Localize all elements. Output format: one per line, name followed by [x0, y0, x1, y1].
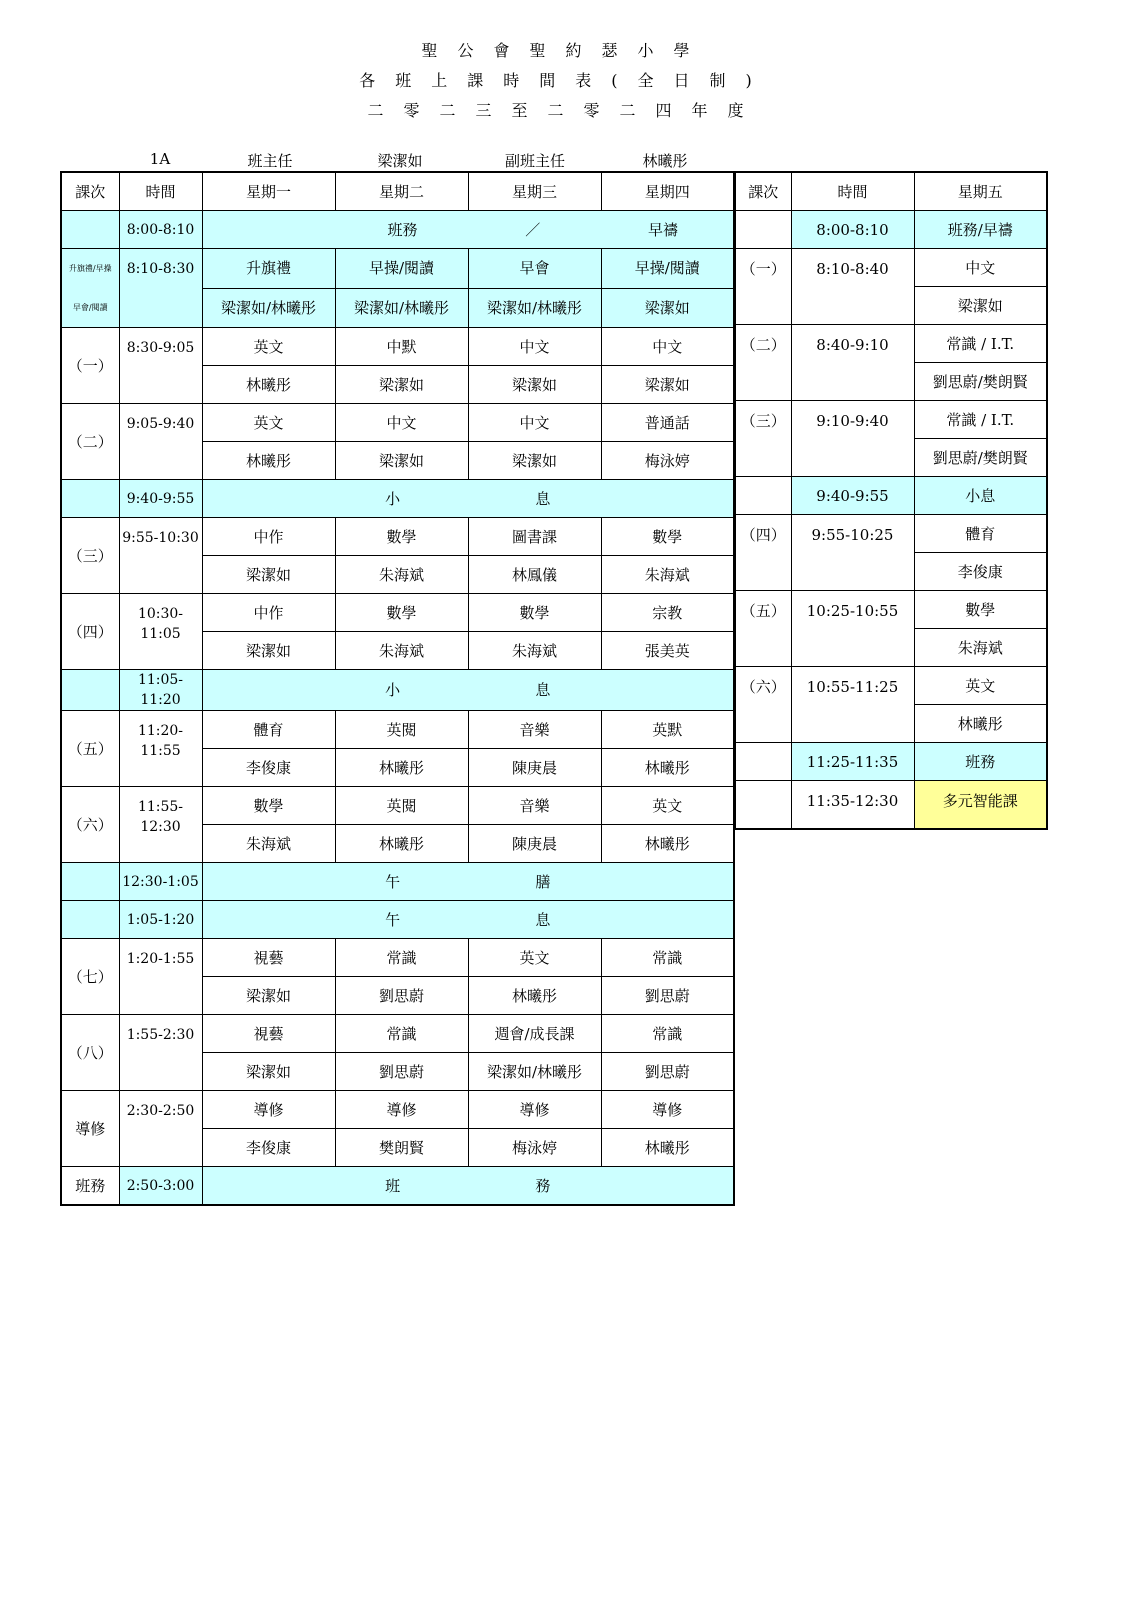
period-cell — [735, 211, 791, 249]
time-cell: 1:05-1:20 — [119, 901, 202, 939]
subject-cell: 體育 — [914, 515, 1047, 553]
time-cell: 9:55-10:25 — [791, 515, 914, 591]
header-cell: 課次 — [735, 172, 791, 211]
header-cell: 課次 — [61, 172, 119, 211]
header-cell: 星期五 — [914, 172, 1047, 211]
subject-cell: 英閱 — [335, 787, 468, 825]
teacher-cell: 梁潔如/林曦彤 — [202, 288, 335, 328]
band-text: 午 — [385, 910, 401, 929]
teacher-cell: 梁潔如 — [335, 442, 468, 480]
period-cell: （七） — [61, 939, 119, 1015]
period-cell: （三） — [61, 518, 119, 594]
assistant-teacher: 林曦彤 — [642, 152, 688, 170]
subject-cell: 音樂 — [468, 711, 601, 749]
teacher-cell: 李俊康 — [202, 749, 335, 787]
subject-cell: 早會 — [468, 249, 601, 289]
teacher-cell: 朱海斌 — [601, 556, 734, 594]
timetable-mon-thu — [60, 171, 735, 1206]
time-cell: 10:55-11:25 — [791, 667, 914, 743]
class-name: 1A — [149, 150, 171, 168]
subject-cell: 宗教 — [601, 594, 734, 632]
teacher-cell: 林鳳儀 — [468, 556, 601, 594]
teacher-cell: 梁潔如 — [202, 632, 335, 670]
subject-cell: 數學 — [914, 591, 1047, 629]
teacher-cell: 梅泳婷 — [601, 442, 734, 480]
subject-cell: 體育 — [202, 711, 335, 749]
time-cell: 1:55-2:30 — [119, 1015, 202, 1091]
teacher-cell: 劉思蔚/樊朗賢 — [914, 363, 1047, 401]
teacher-cell: 林曦彤 — [202, 442, 335, 480]
teacher-cell: 劉思蔚 — [601, 977, 734, 1015]
band-text: 息 — [535, 489, 551, 508]
teacher-cell: 朱海斌 — [335, 632, 468, 670]
time-cell: 8:00-8:10 — [119, 211, 202, 249]
friday-band-cell: 班務 — [914, 743, 1047, 781]
teacher-cell: 林曦彤 — [335, 825, 468, 863]
time-cell: 11:20-11:55 — [119, 711, 202, 787]
band-text: 務 — [535, 1176, 551, 1195]
teacher-cell: 朱海斌 — [468, 632, 601, 670]
teacher-cell: 劉思蔚 — [335, 1053, 468, 1091]
band-text: 班 — [385, 1176, 401, 1195]
period-cell — [61, 480, 119, 518]
class-teacher: 梁潔如 — [377, 152, 423, 170]
teacher-cell: 陳庚晨 — [468, 749, 601, 787]
header-cell: 星期一 — [202, 172, 335, 211]
period-cell: （一） — [61, 328, 119, 404]
subject-cell: 英文 — [468, 939, 601, 977]
teacher-cell: 林曦彤 — [202, 366, 335, 404]
time-cell: 8:10-8:30 — [119, 249, 202, 328]
subject-cell: 中默 — [335, 328, 468, 366]
header-cell: 時間 — [791, 172, 914, 211]
subject-cell: 圖書課 — [468, 518, 601, 556]
band-text: 午 — [385, 872, 401, 891]
band-text: 小 — [385, 489, 401, 508]
subject-cell: 常識 — [601, 939, 734, 977]
teacher-cell: 朱海斌 — [202, 825, 335, 863]
teacher-cell: 梁潔如/林曦彤 — [468, 1053, 601, 1091]
timetable-fri — [734, 171, 1048, 830]
period-cell: 班務 — [61, 1167, 119, 1206]
period-cell — [735, 743, 791, 781]
teacher-cell: 李俊康 — [914, 553, 1047, 591]
period-cell: （四） — [735, 515, 791, 591]
multiple-intelligence-cell: 多元智能課 — [914, 781, 1047, 830]
teacher-cell: 朱海斌 — [335, 556, 468, 594]
subject-cell: 英閱 — [335, 711, 468, 749]
teacher-cell: 梁潔如/林曦彤 — [468, 288, 601, 328]
teacher-cell: 劉思蔚/樊朗賢 — [914, 439, 1047, 477]
band-text: 小 — [385, 681, 401, 699]
header-cell: 星期四 — [601, 172, 734, 211]
break-band — [202, 1167, 734, 1206]
period-cell: （二） — [735, 325, 791, 401]
subject-cell: 導修 — [335, 1091, 468, 1129]
subject-cell: 中文 — [468, 328, 601, 366]
teacher-cell: 梁潔如 — [202, 556, 335, 594]
subject-cell: 視藝 — [202, 1015, 335, 1053]
time-cell: 10:30-11:05 — [119, 594, 202, 670]
period-cell: （八） — [61, 1015, 119, 1091]
period-cell: （四） — [61, 594, 119, 670]
period-cell — [61, 211, 119, 249]
break-band — [202, 211, 734, 249]
subject-cell: 數學 — [335, 594, 468, 632]
period-cell: （一） — [735, 249, 791, 325]
teacher-cell: 梁潔如/林曦彤 — [335, 288, 468, 328]
subject-cell: 英文 — [202, 328, 335, 366]
subject-cell: 中文 — [468, 404, 601, 442]
subject-cell: 常識 / I.T. — [914, 325, 1047, 363]
time-cell: 10:25-10:55 — [791, 591, 914, 667]
period-cell: （六） — [61, 787, 119, 863]
break-band — [202, 863, 734, 901]
time-cell: 8:00-8:10 — [791, 211, 914, 249]
teacher-cell: 陳庚晨 — [468, 825, 601, 863]
time-cell: 8:10-8:40 — [791, 249, 914, 325]
subject-cell: 中文 — [335, 404, 468, 442]
teacher-cell: 李俊康 — [202, 1129, 335, 1167]
subject-cell: 中文 — [601, 328, 734, 366]
subject-cell: 中文 — [914, 249, 1047, 287]
subject-cell: 中作 — [202, 518, 335, 556]
time-cell: 11:35-12:30 — [791, 781, 914, 830]
break-band — [202, 901, 734, 939]
teacher-cell: 劉思蔚 — [335, 977, 468, 1015]
teacher-cell: 朱海斌 — [914, 629, 1047, 667]
teacher-cell: 梁潔如 — [468, 442, 601, 480]
teacher-cell: 林曦彤 — [335, 749, 468, 787]
subject-cell: 英文 — [202, 404, 335, 442]
band-text: ／ — [525, 220, 541, 239]
time-cell: 12:30-1:05 — [119, 863, 202, 901]
subject-cell: 視藝 — [202, 939, 335, 977]
teacher-cell: 劉思蔚 — [601, 1053, 734, 1091]
friday-band-cell: 班務/早禱 — [914, 211, 1047, 249]
teacher-cell: 林曦彤 — [914, 705, 1047, 743]
subject-cell: 常識 — [601, 1015, 734, 1053]
time-cell: 8:30-9:05 — [119, 328, 202, 404]
teacher-cell: 林曦彤 — [601, 749, 734, 787]
period-cell — [61, 249, 119, 328]
period-label: 升旗禮/早操 — [68, 264, 112, 273]
subject-cell: 常識 / I.T. — [914, 401, 1047, 439]
teacher-cell: 梁潔如 — [335, 366, 468, 404]
period-cell: （二） — [61, 404, 119, 480]
teacher-cell: 梁潔如 — [601, 366, 734, 404]
teacher-cell: 林曦彤 — [601, 825, 734, 863]
time-cell: 11:25-11:35 — [791, 743, 914, 781]
period-cell: （三） — [735, 401, 791, 477]
subject-cell: 數學 — [202, 787, 335, 825]
period-cell: （五） — [735, 591, 791, 667]
time-cell: 9:10-9:40 — [791, 401, 914, 477]
subject-cell: 音樂 — [468, 787, 601, 825]
teacher-cell: 梁潔如 — [468, 366, 601, 404]
subject-cell: 中作 — [202, 594, 335, 632]
header-cell: 星期二 — [335, 172, 468, 211]
time-cell: 9:40-9:55 — [791, 477, 914, 515]
teacher-cell: 梁潔如 — [202, 977, 335, 1015]
time-cell: 1:20-1:55 — [119, 939, 202, 1015]
band-text: 息 — [535, 681, 551, 699]
timetable-title: 各班上課時間表(全日制) — [359, 71, 772, 90]
time-cell: 11:05-11:20 — [119, 670, 202, 711]
time-cell: 9:40-9:55 — [119, 480, 202, 518]
period-label: 早會/閱讀 — [72, 303, 108, 312]
period-cell: （五） — [61, 711, 119, 787]
period-cell — [61, 863, 119, 901]
band-text: 息 — [535, 910, 551, 929]
subject-cell: 導修 — [202, 1091, 335, 1129]
teacher-cell: 林曦彤 — [468, 977, 601, 1015]
band-text: 班務 — [387, 220, 418, 239]
subject-cell: 早操/閱讀 — [601, 249, 734, 289]
period-cell — [61, 670, 119, 711]
teacher-cell: 梁潔如 — [601, 288, 734, 328]
subject-cell: 早操/閱讀 — [335, 249, 468, 289]
school-name: 聖公會聖約瑟小學 — [421, 41, 710, 60]
period-cell: 導修 — [61, 1091, 119, 1167]
break-band — [202, 670, 734, 711]
subject-cell: 升旗禮 — [202, 249, 335, 289]
period-cell: （六） — [735, 667, 791, 743]
period-cell — [61, 901, 119, 939]
subject-cell: 英文 — [914, 667, 1047, 705]
assistant-teacher-label: 副班主任 — [504, 152, 565, 170]
band-text: 早禱 — [647, 220, 678, 239]
time-cell: 11:55-12:30 — [119, 787, 202, 863]
period-cell — [735, 781, 791, 830]
time-cell: 2:30-2:50 — [119, 1091, 202, 1167]
subject-cell: 常識 — [335, 939, 468, 977]
teacher-cell: 梅泳婷 — [468, 1129, 601, 1167]
time-cell: 8:40-9:10 — [791, 325, 914, 401]
subject-cell: 數學 — [335, 518, 468, 556]
class-teacher-label: 班主任 — [247, 152, 293, 170]
teacher-cell: 梁潔如 — [202, 1053, 335, 1091]
header-cell: 星期三 — [468, 172, 601, 211]
teacher-cell: 林曦彤 — [601, 1129, 734, 1167]
subject-cell: 英默 — [601, 711, 734, 749]
period-cell — [735, 477, 791, 515]
subject-cell: 常識 — [335, 1015, 468, 1053]
subject-cell: 週會/成長課 — [468, 1015, 601, 1053]
band-text: 膳 — [535, 872, 551, 891]
subject-cell: 數學 — [601, 518, 734, 556]
break-band — [202, 480, 734, 518]
teacher-cell: 樊朗賢 — [335, 1129, 468, 1167]
subject-cell: 導修 — [601, 1091, 734, 1129]
subject-cell: 英文 — [601, 787, 734, 825]
teacher-cell: 梁潔如 — [914, 287, 1047, 325]
time-cell: 9:05-9:40 — [119, 404, 202, 480]
time-cell: 9:55-10:30 — [119, 518, 202, 594]
school-year: 二零二三至二零二四年度 — [367, 101, 764, 120]
subject-cell: 普通話 — [601, 404, 734, 442]
time-cell: 2:50-3:00 — [119, 1167, 202, 1206]
header-cell: 時間 — [119, 172, 202, 211]
subject-cell: 導修 — [468, 1091, 601, 1129]
teacher-cell: 張美英 — [601, 632, 734, 670]
friday-band-cell: 小息 — [914, 477, 1047, 515]
subject-cell: 數學 — [468, 594, 601, 632]
